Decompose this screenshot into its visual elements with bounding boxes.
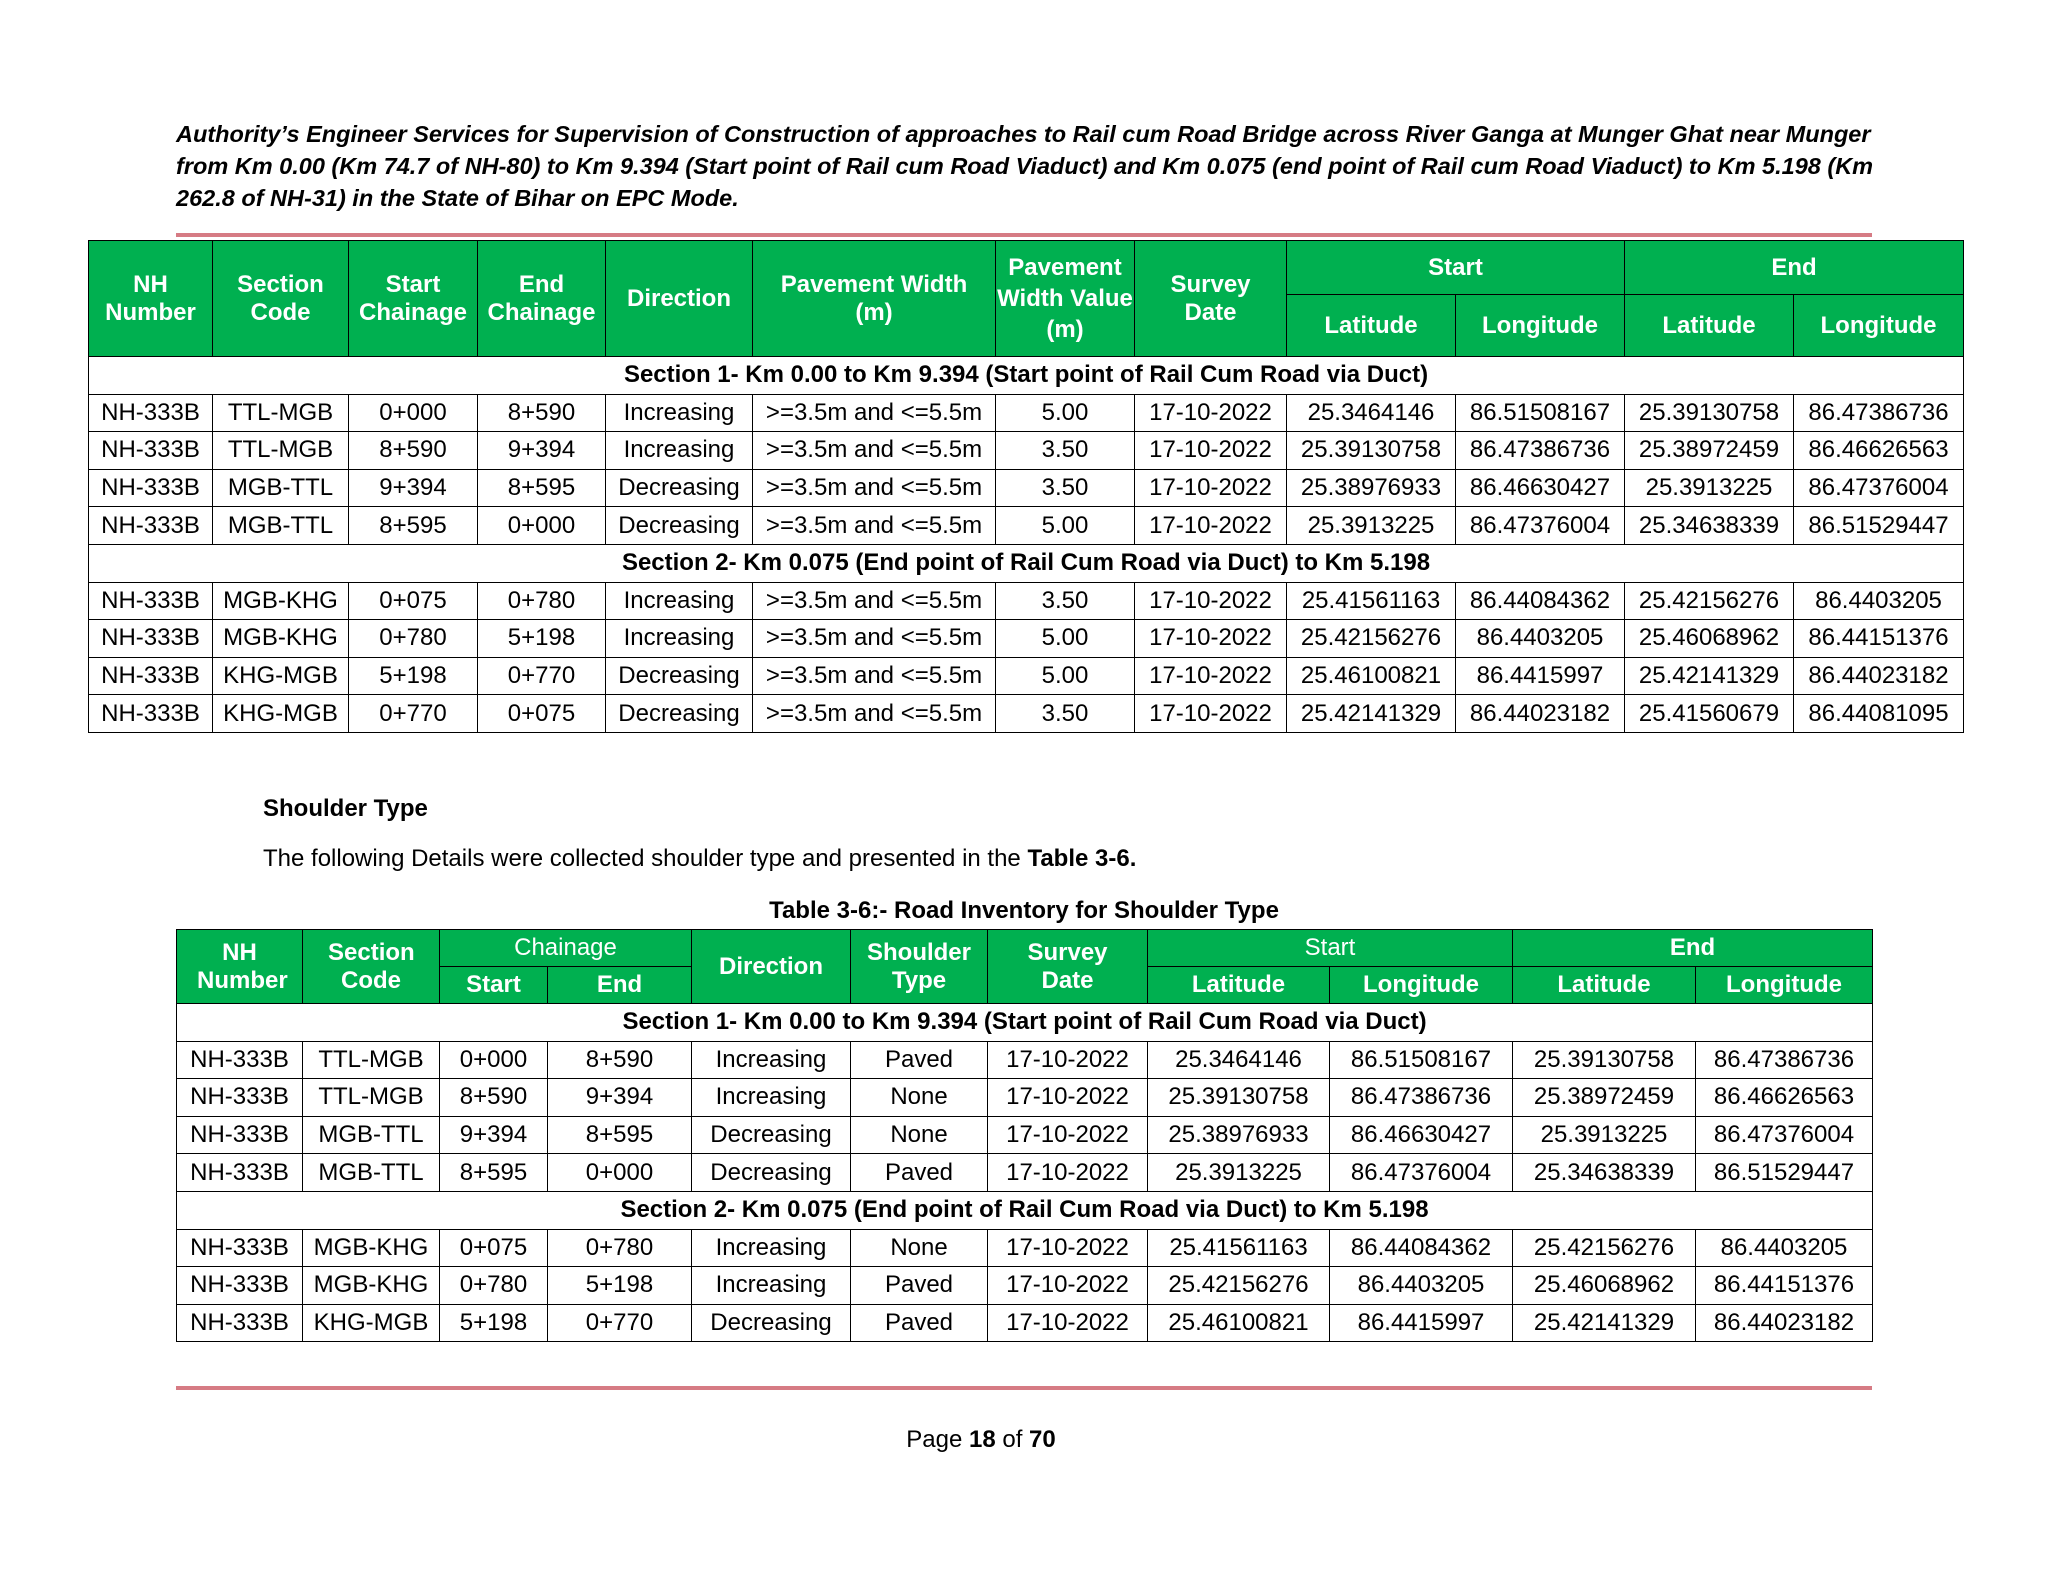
table-cell: 0+770 xyxy=(548,1304,692,1342)
table-cell: 86.46630427 xyxy=(1330,1116,1513,1154)
table-cell: 0+075 xyxy=(349,582,478,620)
table-cell: 25.39130758 xyxy=(1513,1041,1696,1079)
col-header-chainage-end: End xyxy=(548,967,692,1004)
table-cell: NH-333B xyxy=(177,1154,303,1192)
table-cell: 86.47376004 xyxy=(1330,1154,1513,1192)
col-header-end-longitude: Longitude xyxy=(1794,295,1964,357)
table-cell: 86.4403205 xyxy=(1794,582,1964,620)
table-cell: 0+770 xyxy=(478,657,606,695)
table-cell: Increasing xyxy=(692,1267,851,1305)
section-row xyxy=(89,357,1964,395)
page-current: 18 xyxy=(968,1426,996,1453)
table-cell: Paved xyxy=(851,1041,988,1079)
table-cell: MGB-TTL xyxy=(213,507,349,545)
table-cell: NH-333B xyxy=(89,507,213,545)
col-header-section-code: Section Code xyxy=(213,241,349,357)
table-cell: NH-333B xyxy=(89,432,213,470)
table-cell: 25.42141329 xyxy=(1287,695,1456,733)
table-cell: 25.3464146 xyxy=(1148,1041,1330,1079)
table-cell: Decreasing xyxy=(606,657,753,695)
table-cell: 25.46068962 xyxy=(1625,620,1794,658)
table-cell: >=3.5m and <=5.5m xyxy=(753,657,996,695)
table-cell: 25.39130758 xyxy=(1625,394,1794,432)
table-cell: 25.42156276 xyxy=(1148,1267,1330,1305)
table-cell: 17-10-2022 xyxy=(1135,469,1287,507)
body-paragraph xyxy=(263,845,1136,873)
col-header-section-code: Section Code xyxy=(303,930,440,1004)
table-cell: 0+075 xyxy=(440,1229,548,1267)
col-group-end: End xyxy=(1625,241,1964,295)
table-row xyxy=(177,1304,1873,1342)
table-cell: NH-333B xyxy=(177,1116,303,1154)
shoulder-table-body xyxy=(177,1004,1873,1342)
table-cell: 86.44151376 xyxy=(1696,1267,1873,1305)
col-header-end-latitude: Latitude xyxy=(1513,967,1696,1004)
table-cell: KHG-MGB xyxy=(213,657,349,695)
table-cell: Increasing xyxy=(606,620,753,658)
table-cell: >=3.5m and <=5.5m xyxy=(753,695,996,733)
table-row xyxy=(177,1041,1873,1079)
table-cell: 0+770 xyxy=(349,695,478,733)
table-cell: 25.41561163 xyxy=(1287,582,1456,620)
table-cell: 8+590 xyxy=(548,1041,692,1079)
table-cell: 25.39130758 xyxy=(1148,1079,1330,1117)
page-label: Page xyxy=(906,1426,969,1453)
table-cell: 25.38972459 xyxy=(1513,1079,1696,1117)
table-cell: 86.44023182 xyxy=(1696,1304,1873,1342)
table-cell: Decreasing xyxy=(692,1116,851,1154)
table-cell: 86.4415997 xyxy=(1330,1304,1513,1342)
table-cell: 86.47386736 xyxy=(1696,1041,1873,1079)
table-cell: Increasing xyxy=(606,582,753,620)
header-divider xyxy=(176,233,1872,237)
table-cell: NH-333B xyxy=(177,1229,303,1267)
table-cell: 3.50 xyxy=(996,695,1135,733)
col-header-nh-number: NH Number xyxy=(177,930,303,1004)
table-cell: TTL-MGB xyxy=(213,432,349,470)
section-title: Section 2- Km 0.075 (End point of Rail Cum Road via Duct) to Km 5.198 xyxy=(89,544,1964,582)
table-cell: 25.3913225 xyxy=(1625,469,1794,507)
table-cell: Increasing xyxy=(692,1229,851,1267)
table-cell: Decreasing xyxy=(606,507,753,545)
table-cell: >=3.5m and <=5.5m xyxy=(753,469,996,507)
col-header-start-longitude: Longitude xyxy=(1456,295,1625,357)
table-cell: 25.41561163 xyxy=(1148,1229,1330,1267)
table-cell: 5+198 xyxy=(478,620,606,658)
table-cell: 17-10-2022 xyxy=(1135,582,1287,620)
col-header-survey-date: Survey Date xyxy=(1135,241,1287,357)
table-cell: NH-333B xyxy=(177,1267,303,1305)
col-group-start: Start xyxy=(1287,241,1625,295)
table-cell: NH-333B xyxy=(89,620,213,658)
table-cell: 86.51508167 xyxy=(1456,394,1625,432)
table-cell: KHG-MGB xyxy=(213,695,349,733)
table-cell: 25.42156276 xyxy=(1287,620,1456,658)
table-cell: 9+394 xyxy=(440,1116,548,1154)
section-title: Section 1- Km 0.00 to Km 9.394 (Start point of Rail Cum Road via Duct) xyxy=(177,1004,1873,1042)
table-cell: 86.51508167 xyxy=(1330,1041,1513,1079)
table-cell: 17-10-2022 xyxy=(988,1229,1148,1267)
table-cell: MGB-KHG xyxy=(213,582,349,620)
table-cell: 0+780 xyxy=(548,1229,692,1267)
table-cell: Decreasing xyxy=(692,1304,851,1342)
col-header-start-chainage: Start Chainage xyxy=(349,241,478,357)
table-cell: NH-333B xyxy=(89,469,213,507)
col-group-start: Start xyxy=(1148,930,1513,967)
table-cell: None xyxy=(851,1116,988,1154)
table-cell: MGB-KHG xyxy=(213,620,349,658)
section-row xyxy=(89,544,1964,582)
table-cell: Paved xyxy=(851,1304,988,1342)
table-cell: MGB-KHG xyxy=(303,1229,440,1267)
table-cell: 25.41560679 xyxy=(1625,695,1794,733)
table-cell: 0+780 xyxy=(440,1267,548,1305)
table-cell: >=3.5m and <=5.5m xyxy=(753,432,996,470)
table-cell: 8+590 xyxy=(349,432,478,470)
col-header-direction: Direction xyxy=(692,930,851,1004)
table-cell: 25.34638339 xyxy=(1513,1154,1696,1192)
table-row xyxy=(89,582,1964,620)
table-cell: 8+595 xyxy=(478,469,606,507)
table-cell: 9+394 xyxy=(548,1079,692,1117)
table-cell: 0+000 xyxy=(478,507,606,545)
table-cell: >=3.5m and <=5.5m xyxy=(753,394,996,432)
table-cell: 25.42141329 xyxy=(1625,657,1794,695)
table-cell: 86.4415997 xyxy=(1456,657,1625,695)
page-number xyxy=(0,1426,1962,1454)
table-cell: 86.44081095 xyxy=(1794,695,1964,733)
document-header-title: Authority’s Engineer Services for Supervision of Construction of approaches to Rail cum Road Bridge across River Ganga at Munger Ghat near Munger from Km 0.00 (Km 74.7 of NH-80) to Km 9.394 (Start point of Rail cum Road Viaduct) and Km 0.075 (end point of Rail cum Road Viaduct) to Km 5.198 (Km 262.8 of NH-31) in the State of Bihar on EPC Mode. xyxy=(176,121,1874,211)
table-cell: 3.50 xyxy=(996,582,1135,620)
section-title: Section 2- Km 0.075 (End point of Rail Cum Road via Duct) to Km 5.198 xyxy=(177,1191,1873,1229)
table-cell: 17-10-2022 xyxy=(988,1304,1148,1342)
table-cell: 5+198 xyxy=(349,657,478,695)
table-cell: 86.51529447 xyxy=(1794,507,1964,545)
table-cell: NH-333B xyxy=(177,1079,303,1117)
table-cell: 9+394 xyxy=(478,432,606,470)
table-cell: 25.3913225 xyxy=(1148,1154,1330,1192)
table-cell: 17-10-2022 xyxy=(988,1267,1148,1305)
table-cell: 86.46630427 xyxy=(1456,469,1625,507)
section-title: Section 1- Km 0.00 to Km 9.394 (Start point of Rail Cum Road via Duct) xyxy=(89,357,1964,395)
table-cell: 86.44084362 xyxy=(1330,1229,1513,1267)
table-cell: NH-333B xyxy=(89,582,213,620)
col-header-shoulder-type: Shoulder Type xyxy=(851,930,988,1004)
table-cell: 5.00 xyxy=(996,394,1135,432)
table-cell: 17-10-2022 xyxy=(988,1154,1148,1192)
table-cell: 86.46626563 xyxy=(1794,432,1964,470)
table-cell: 25.3464146 xyxy=(1287,394,1456,432)
table-cell: 17-10-2022 xyxy=(988,1041,1148,1079)
shoulder-type-table xyxy=(176,929,1873,1342)
table-cell: 8+590 xyxy=(478,394,606,432)
table-cell: 86.47386736 xyxy=(1330,1079,1513,1117)
table-cell: NH-333B xyxy=(89,394,213,432)
table-cell: 25.38972459 xyxy=(1625,432,1794,470)
table-cell: 17-10-2022 xyxy=(1135,394,1287,432)
table-row xyxy=(177,1154,1873,1192)
table-cell: 0+075 xyxy=(478,695,606,733)
table-cell: NH-333B xyxy=(177,1041,303,1079)
table-row xyxy=(177,1229,1873,1267)
table-cell: 86.46626563 xyxy=(1696,1079,1873,1117)
col-header-start-latitude: Latitude xyxy=(1148,967,1330,1004)
col-header-end-longitude: Longitude xyxy=(1696,967,1873,1004)
table-cell: 86.4403205 xyxy=(1456,620,1625,658)
table-cell: 17-10-2022 xyxy=(1135,507,1287,545)
table-cell: 25.46100821 xyxy=(1287,657,1456,695)
table-cell: Increasing xyxy=(692,1041,851,1079)
table-cell: 86.44084362 xyxy=(1456,582,1625,620)
table-row xyxy=(89,507,1964,545)
table-row xyxy=(177,1079,1873,1117)
page-total: 70 xyxy=(1029,1426,1056,1453)
table-cell: 17-10-2022 xyxy=(1135,695,1287,733)
table-row xyxy=(89,620,1964,658)
table-cell: NH-333B xyxy=(89,695,213,733)
table-cell: Paved xyxy=(851,1154,988,1192)
col-header-chainage-start: Start xyxy=(440,967,548,1004)
table-cell: 25.46100821 xyxy=(1148,1304,1330,1342)
col-group-end: End xyxy=(1513,930,1873,967)
page-of-label: of xyxy=(995,1426,1030,1453)
table-cell: TTL-MGB xyxy=(213,394,349,432)
table-cell: 5.00 xyxy=(996,657,1135,695)
table-cell: 86.44023182 xyxy=(1794,657,1964,695)
section-row xyxy=(177,1004,1873,1042)
table-cell: 86.47386736 xyxy=(1794,394,1964,432)
table-cell: None xyxy=(851,1229,988,1267)
table-cell: Decreasing xyxy=(692,1154,851,1192)
table-cell: 9+394 xyxy=(349,469,478,507)
col-header-direction: Direction xyxy=(606,241,753,357)
paragraph-text: The following Details were collected shoulder type and presented in the xyxy=(263,845,1028,872)
table-cell: 86.47376004 xyxy=(1696,1116,1873,1154)
table-cell: 25.46068962 xyxy=(1513,1267,1696,1305)
col-header-start-latitude: Latitude xyxy=(1287,295,1456,357)
pavement-table-body xyxy=(89,357,1964,733)
table-cell: TTL-MGB xyxy=(303,1041,440,1079)
table-row xyxy=(177,1116,1873,1154)
footer-divider xyxy=(176,1386,1872,1390)
table-caption: Table 3-6:- Road Inventory for Shoulder Type xyxy=(769,897,1279,924)
table-row xyxy=(89,432,1964,470)
section-heading: Shoulder Type xyxy=(263,795,428,822)
table-cell: 86.47376004 xyxy=(1456,507,1625,545)
table-cell: NH-333B xyxy=(89,657,213,695)
col-group-chainage: Chainage xyxy=(440,930,692,967)
table-cell: MGB-TTL xyxy=(213,469,349,507)
col-header-pavement-width-value: Pavement Width Value (m) xyxy=(996,241,1135,357)
table-cell: 25.42156276 xyxy=(1625,582,1794,620)
section-row xyxy=(177,1191,1873,1229)
table-cell: >=3.5m and <=5.5m xyxy=(753,507,996,545)
table-cell: 5.00 xyxy=(996,507,1135,545)
col-header-pavement-width: Pavement Width (m) xyxy=(753,241,996,357)
table-cell: 5+198 xyxy=(440,1304,548,1342)
table-cell: 0+780 xyxy=(478,582,606,620)
table-row xyxy=(89,394,1964,432)
table-cell: 8+595 xyxy=(349,507,478,545)
table-cell: Decreasing xyxy=(606,469,753,507)
table-cell: 86.51529447 xyxy=(1696,1154,1873,1192)
table-cell: 25.34638339 xyxy=(1625,507,1794,545)
table-cell: MGB-TTL xyxy=(303,1116,440,1154)
paragraph-table-ref: Table 3-6. xyxy=(1027,845,1137,872)
table-cell: MGB-TTL xyxy=(303,1154,440,1192)
table-cell: 25.42141329 xyxy=(1513,1304,1696,1342)
col-header-end-chainage: End Chainage xyxy=(478,241,606,357)
table-cell: 5+198 xyxy=(548,1267,692,1305)
table-cell: Paved xyxy=(851,1267,988,1305)
table-cell: 0+780 xyxy=(349,620,478,658)
table-cell: 25.3913225 xyxy=(1513,1116,1696,1154)
col-header-nh-number: NH Number xyxy=(89,241,213,357)
table-cell: 25.39130758 xyxy=(1287,432,1456,470)
table-cell: 0+000 xyxy=(440,1041,548,1079)
table-cell: 17-10-2022 xyxy=(1135,432,1287,470)
pavement-width-table xyxy=(88,240,1964,733)
table-cell: Increasing xyxy=(606,432,753,470)
table-cell: 3.50 xyxy=(996,432,1135,470)
table-cell: 0+000 xyxy=(548,1154,692,1192)
table-cell: 17-10-2022 xyxy=(988,1079,1148,1117)
table-cell: >=3.5m and <=5.5m xyxy=(753,582,996,620)
table-cell: Increasing xyxy=(692,1079,851,1117)
table-cell: 25.42156276 xyxy=(1513,1229,1696,1267)
table-cell: KHG-MGB xyxy=(303,1304,440,1342)
table-row xyxy=(89,469,1964,507)
table-cell: >=3.5m and <=5.5m xyxy=(753,620,996,658)
table-row xyxy=(89,695,1964,733)
table-cell: 8+595 xyxy=(440,1154,548,1192)
table-cell: 5.00 xyxy=(996,620,1135,658)
table-cell: Increasing xyxy=(606,394,753,432)
table-cell: 86.44151376 xyxy=(1794,620,1964,658)
table-cell: 8+595 xyxy=(548,1116,692,1154)
table-cell: Decreasing xyxy=(606,695,753,733)
table-cell: 86.4403205 xyxy=(1696,1229,1873,1267)
table-cell: MGB-KHG xyxy=(303,1267,440,1305)
col-header-end-latitude: Latitude xyxy=(1625,295,1794,357)
table-cell: 86.4403205 xyxy=(1330,1267,1513,1305)
table-cell: NH-333B xyxy=(177,1304,303,1342)
table-cell: 8+590 xyxy=(440,1079,548,1117)
table-cell: 0+000 xyxy=(349,394,478,432)
col-header-start-longitude: Longitude xyxy=(1330,967,1513,1004)
table-cell: 17-10-2022 xyxy=(1135,620,1287,658)
table-cell: 86.47386736 xyxy=(1456,432,1625,470)
table-row xyxy=(89,657,1964,695)
table-cell: 25.3913225 xyxy=(1287,507,1456,545)
table-cell: 17-10-2022 xyxy=(1135,657,1287,695)
table-cell: 86.47376004 xyxy=(1794,469,1964,507)
table-cell: 25.38976933 xyxy=(1287,469,1456,507)
table-cell: 17-10-2022 xyxy=(988,1116,1148,1154)
table-cell: 25.38976933 xyxy=(1148,1116,1330,1154)
table-cell: None xyxy=(851,1079,988,1117)
col-header-survey-date: Survey Date xyxy=(988,930,1148,1004)
table-cell: TTL-MGB xyxy=(303,1079,440,1117)
table-cell: 3.50 xyxy=(996,469,1135,507)
table-row xyxy=(177,1267,1873,1305)
table-cell: 86.44023182 xyxy=(1456,695,1625,733)
